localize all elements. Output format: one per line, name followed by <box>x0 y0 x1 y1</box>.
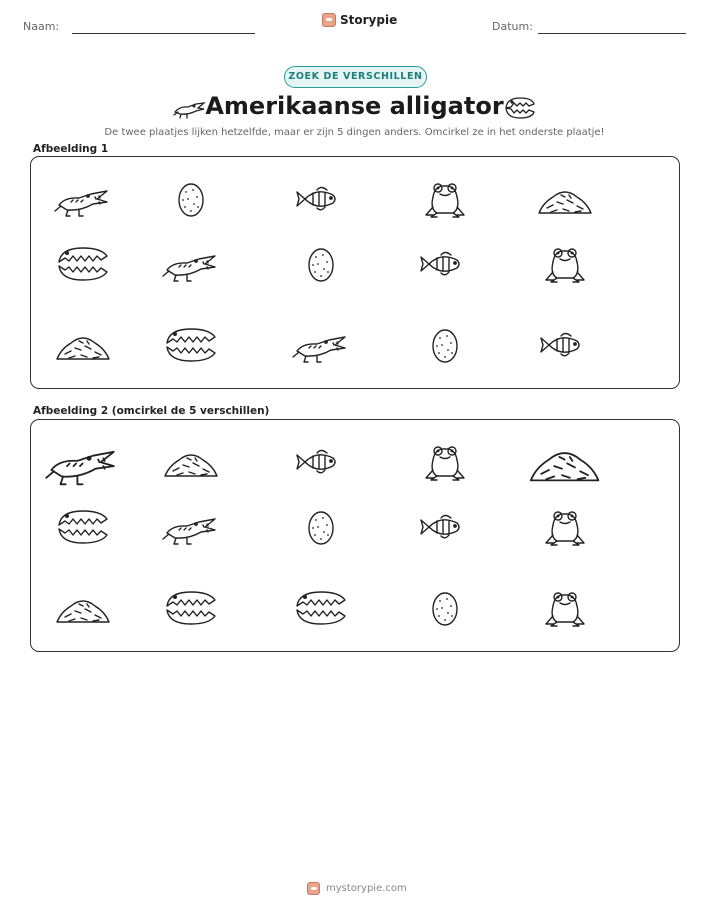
picture2-panel[interactable] <box>30 419 680 652</box>
instructions: De twee plaatjes lijken hetzelfde, maar er zijn 5 dingen anders. Omcirkel ze in het onderste plaatje! <box>104 127 605 138</box>
picture1-fish-icon <box>533 321 597 369</box>
storypie-icon <box>307 882 320 895</box>
activity-badge: ZOEK DE VERSCHILLEN <box>284 66 427 88</box>
date-label: Datum: <box>492 20 533 33</box>
picture1-egg-icon <box>289 240 353 288</box>
picture1-fish-icon <box>289 175 353 223</box>
name-line[interactable] <box>72 33 255 34</box>
picture1-jaws-icon <box>51 240 115 288</box>
date-line[interactable] <box>538 33 686 34</box>
picture1-alligator-icon <box>159 240 223 288</box>
picture1-alligator-icon <box>51 175 115 223</box>
brand-name: Storypie <box>340 13 398 27</box>
picture2-nest-icon[interactable] <box>523 431 606 493</box>
footer <box>307 882 407 895</box>
picture1-panel <box>30 156 680 389</box>
picture1-frog-icon <box>413 175 477 223</box>
storypie-icon <box>322 13 336 27</box>
picture2-fish-icon[interactable] <box>413 503 477 551</box>
picture2-nest-icon[interactable] <box>159 438 223 486</box>
picture2-frog-icon[interactable] <box>413 438 477 486</box>
picture1-frog-icon <box>533 240 597 288</box>
picture2-jaws-icon[interactable] <box>51 503 115 551</box>
brand-logo <box>322 13 397 27</box>
alligator-jaws-icon <box>503 95 537 121</box>
picture1-egg-icon <box>413 321 477 369</box>
name-label: Naam: <box>23 20 60 33</box>
picture2-nest-icon[interactable] <box>51 584 115 632</box>
picture2-jaws-icon[interactable] <box>289 584 353 632</box>
picture1-alligator-icon <box>289 321 353 369</box>
picture2-frog-icon[interactable] <box>533 584 597 632</box>
picture1-egg-icon <box>159 175 223 223</box>
picture1-label: Afbeelding 1 <box>33 143 109 155</box>
picture2-label: Afbeelding 2 (omcirkel de 5 verschillen) <box>33 405 270 417</box>
picture2-alligator-icon[interactable] <box>159 503 223 551</box>
picture2-fish-icon[interactable] <box>289 438 353 486</box>
picture2-alligator-icon[interactable] <box>41 431 124 493</box>
picture1-nest-icon <box>533 175 597 223</box>
picture2-egg-icon[interactable] <box>413 584 477 632</box>
picture2-egg-icon[interactable] <box>289 503 353 551</box>
picture2-jaws-icon[interactable] <box>159 584 223 632</box>
picture1-jaws-icon <box>159 321 223 369</box>
page-title: Amerikaanse alligator <box>205 92 504 120</box>
picture1-nest-icon <box>51 321 115 369</box>
picture1-fish-icon <box>413 240 477 288</box>
footer-site: mystorypie.com <box>326 883 407 894</box>
picture2-frog-icon[interactable] <box>533 503 597 551</box>
